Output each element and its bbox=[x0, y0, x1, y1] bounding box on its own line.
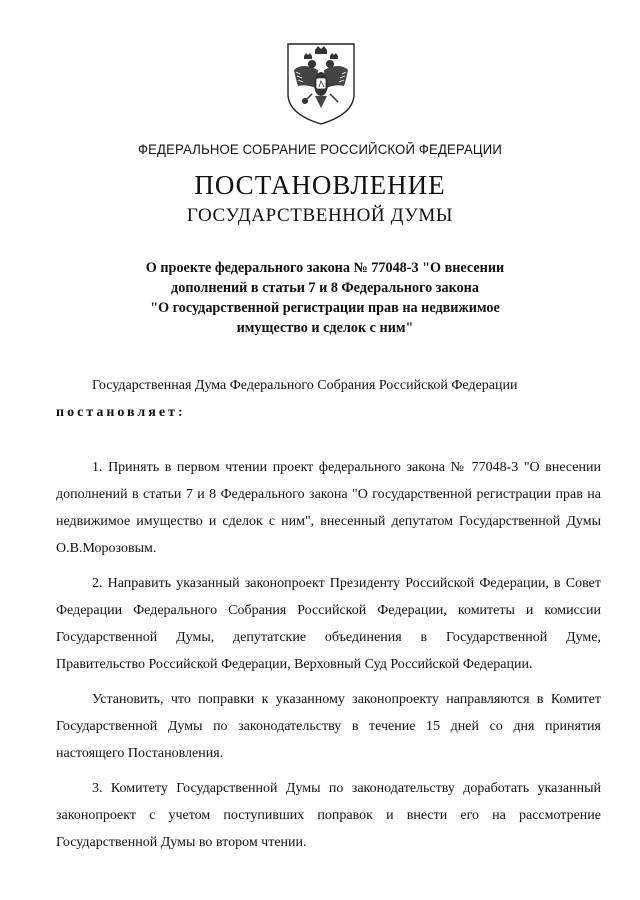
paragraph-item-3: 3. Комитету Государственной Думы по законодательству доработать указанный законопроект с учетом поступивших поправок и внести его на рассмотрение Государственной Думы во втором чтении. bbox=[56, 781, 601, 850]
heading-line: имущество и сделок с ним" bbox=[236, 320, 414, 336]
organization-name: ФЕДЕРАЛЬНОЕ СОБРАНИЕ РОССИЙСКОЙ ФЕДЕРАЦИИ bbox=[137, 142, 503, 157]
coat-of-arms-eagle-icon bbox=[282, 40, 360, 126]
issuer-subtitle: ГОСУДАРСТВЕННОЙ ДУМЫ bbox=[186, 205, 454, 226]
paragraph-item-1: 1. Принять в первом чтении проект федерального закона № 77048-3 "О внесении дополнений в статьи 7 и 8 Федерального закона "О государственной регистрации прав на недвижимое имущество и сделок с ним", внесенный депутатом Государственной Думы О.В.Морозовым. bbox=[56, 460, 601, 556]
resolution-body bbox=[56, 454, 601, 856]
heading-line: дополнений в статьи 7 и 8 Федерального закона bbox=[171, 280, 479, 296]
intro-paragraph: Государственная Дума Федерального Собрания Российской Федерации bbox=[92, 378, 518, 393]
heading-line: "О государственной регистрации прав на недвижимое bbox=[150, 300, 500, 316]
heading-line: О проекте федерального закона № 77048-3 "О внесении bbox=[145, 260, 505, 276]
paragraph-item-2: 2. Направить указанный законопроект Президенту Российской Федерации, в Совет Федерации Федерального Собрания Российской Федерации, комитеты и комиссии Государственной Думы, депутатские объединения в Государственной Думе, Правительство Российской Федерации, Верховный Суд Российской Федерации. bbox=[56, 576, 601, 672]
resolution-heading bbox=[110, 258, 540, 338]
paragraph-amendments: Установить, что поправки к указанному законопроекту направляются в Комитет Государственной Думы по законодательству в течение 15 дней со дня принятия настоящего Постановления. bbox=[56, 692, 601, 761]
intro-block bbox=[56, 372, 601, 426]
document-type-title: ПОСТАНОВЛЕНИЕ bbox=[194, 170, 446, 200]
resolves-label: постановляет: bbox=[56, 405, 186, 420]
